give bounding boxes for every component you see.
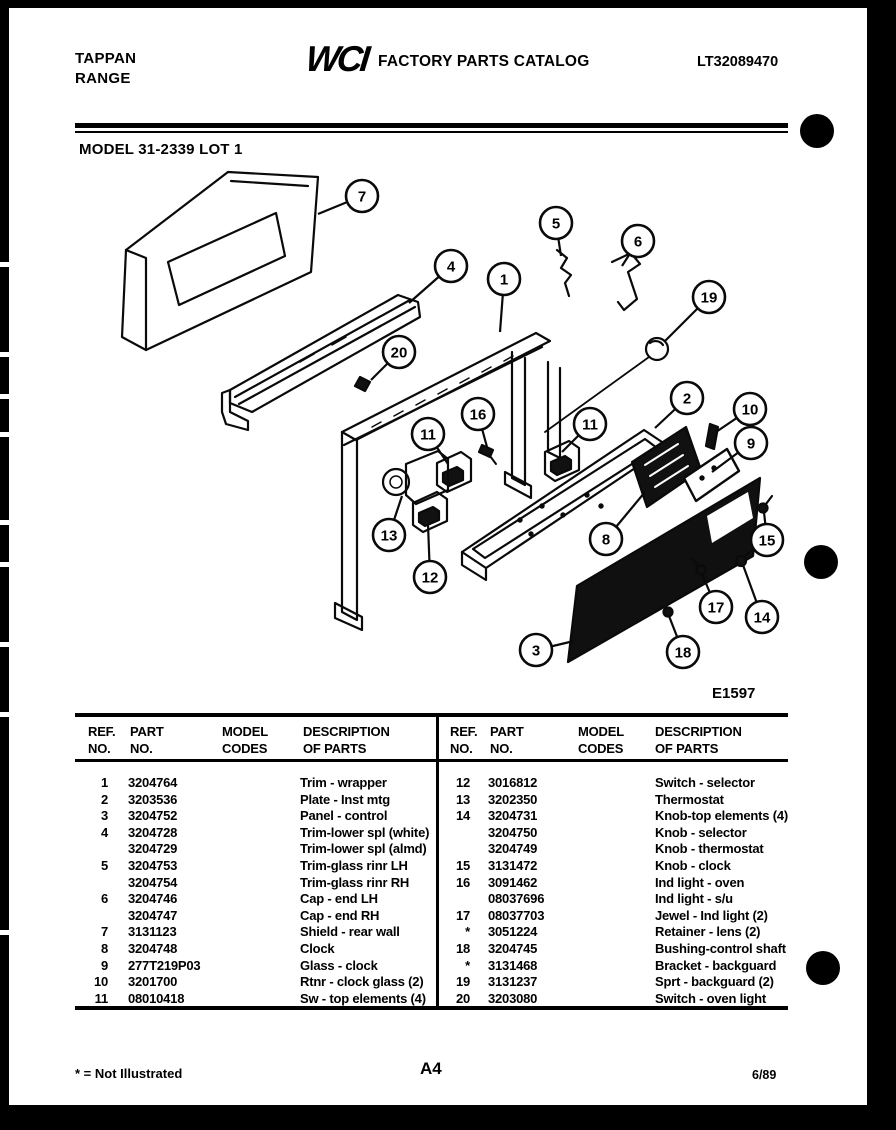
cell-ref: 1: [100, 775, 108, 790]
cell-ref: 16: [455, 874, 470, 890]
callout-1: [488, 263, 520, 332]
cell-desc: Sprt - backguard (2): [655, 974, 774, 990]
table-row: [446, 941, 788, 958]
table-row: [446, 891, 788, 908]
svg-text:9: 9: [746, 435, 756, 453]
cell-part: 3204750: [488, 824, 538, 840]
cell-part: 3204747: [128, 907, 178, 923]
table-row: [78, 841, 433, 858]
svg-text:14: 14: [753, 609, 771, 627]
cell-part: 3204729: [128, 841, 178, 857]
cell-ref: 7: [100, 924, 108, 940]
table-row: [446, 958, 788, 975]
col-header-model: MODEL CODES: [222, 724, 268, 756]
cell-part: 3131123: [128, 924, 177, 940]
scan-notch: [0, 352, 9, 357]
cell-part: 3131472: [488, 857, 538, 873]
table-row: [78, 908, 433, 925]
part-switch-11b: [545, 441, 579, 481]
table-row: [446, 792, 788, 809]
table-row: [446, 825, 788, 842]
punch-hole: [800, 114, 834, 148]
table-row: [78, 891, 433, 908]
model-number-line: MODEL 31-2339 LOT 1: [79, 141, 243, 158]
cell-ref: 6: [100, 891, 108, 907]
cell-part: 3051224: [488, 924, 538, 940]
callout-3: [520, 634, 574, 666]
col-header-part: PART NO.: [490, 724, 524, 756]
parts-table-right: [446, 713, 788, 1010]
table-row: [446, 924, 788, 941]
callout-17: [700, 574, 732, 623]
cell-ref: 3: [100, 808, 108, 824]
cell-desc: Switch - selector: [655, 775, 755, 790]
table-row: [78, 825, 433, 842]
callout-16: [462, 398, 494, 447]
svg-text:10: 10: [741, 401, 759, 419]
callout-13: [373, 496, 405, 551]
table-rows-left: [78, 775, 433, 1007]
col-header-part: PART NO.: [130, 724, 164, 756]
table-row: [78, 808, 433, 825]
table-row: [446, 808, 788, 825]
table-rows-right: [446, 775, 788, 1007]
cell-ref: 14: [455, 808, 470, 824]
cell-part: 3204745: [488, 940, 538, 956]
svg-text:19: 19: [700, 289, 718, 307]
part-screw-16: [479, 445, 496, 464]
cell-ref: *: [465, 924, 470, 940]
cell-ref: 15: [455, 857, 470, 873]
wci-logo: WCI: [303, 38, 370, 79]
svg-text:1: 1: [499, 271, 509, 289]
cell-desc: Ind light - oven: [655, 874, 745, 890]
svg-text:16: 16: [469, 406, 487, 424]
callout-18: [667, 616, 699, 668]
table-row: [78, 924, 433, 941]
col-header-ref: REF. NO.: [450, 724, 478, 756]
cell-part: 3201700: [128, 974, 178, 990]
svg-text:11: 11: [420, 426, 436, 444]
table-row: [446, 841, 788, 858]
cell-desc: Jewel - Ind light (2): [655, 907, 768, 923]
callout-2: [655, 382, 703, 428]
part-screw-20: [355, 377, 370, 391]
cell-desc: Clock: [300, 940, 335, 956]
table-row: [446, 858, 788, 875]
cell-ref: 5: [100, 857, 108, 873]
cell-part: 3204752: [128, 808, 178, 824]
cell-part: 3091462: [488, 874, 538, 890]
cell-desc: Sw - top elements (4): [300, 990, 426, 1006]
cell-desc: Trim-glass rinr LH: [300, 857, 408, 873]
scan-notch: [0, 712, 9, 717]
table-row: [446, 908, 788, 925]
callout-8: [590, 492, 645, 555]
table-row: [78, 991, 433, 1008]
document-number: LT32089470: [697, 54, 779, 70]
scan-notch: [0, 562, 9, 567]
col-header-ref: REF. NO.: [88, 724, 116, 756]
part-screw-18: [664, 608, 673, 617]
callout-20: [371, 336, 415, 380]
cell-ref: 19: [455, 974, 470, 990]
svg-text:18: 18: [674, 644, 692, 662]
svg-text:15: 15: [758, 532, 776, 550]
cell-part: 3202350: [488, 791, 538, 807]
cell-desc: Knob - thermostat: [655, 841, 764, 857]
cell-desc: Cap - end LH: [300, 891, 378, 907]
callout-14: [743, 565, 778, 633]
cell-ref: 9: [100, 957, 108, 973]
scan-notch: [0, 642, 9, 647]
part-thermostat-13: [383, 451, 448, 504]
brand-line2: RANGE: [75, 70, 131, 87]
cell-part: 3204749: [488, 841, 538, 857]
callout-19: [665, 281, 725, 341]
cell-desc: Retainer - lens (2): [655, 924, 761, 940]
cell-desc: Knob-top elements (4): [655, 808, 789, 824]
cell-ref: 12: [455, 775, 470, 790]
callout-7: [318, 180, 378, 214]
cell-desc: Ind light - s/u: [655, 891, 733, 907]
cell-desc: Bracket - backguard: [655, 957, 777, 973]
svg-text:2: 2: [682, 390, 692, 408]
punch-hole: [804, 545, 838, 579]
cell-part: 3131468: [488, 957, 538, 973]
cell-desc: Switch - oven light: [655, 990, 767, 1006]
callout-10: [716, 393, 766, 432]
part-panel-control: [568, 478, 760, 662]
table-column-divider: [436, 713, 439, 1010]
part-shield-rear-wall: [122, 172, 318, 350]
part-bracket-5: [557, 250, 571, 296]
cell-ref: 2: [100, 791, 108, 807]
table-row: [446, 775, 788, 792]
cell-part: 3204746: [128, 891, 178, 907]
table-row: [78, 858, 433, 875]
cell-ref: 10: [93, 974, 108, 990]
cell-part: 3204748: [128, 940, 178, 956]
scan-notch: [0, 262, 9, 267]
cell-desc: Plate - Inst mtg: [300, 791, 390, 807]
cell-desc: Cap - end RH: [300, 907, 380, 923]
svg-text:13: 13: [380, 527, 398, 545]
cell-desc: Trim - wrapper: [300, 775, 387, 790]
punch-hole: [806, 951, 840, 985]
cell-part: 08037703: [488, 907, 545, 923]
cell-part: 3204754: [128, 874, 178, 890]
part-switch-11a: [437, 452, 471, 492]
part-jewel-19: [545, 338, 668, 432]
table-row: [78, 875, 433, 892]
svg-text:12: 12: [421, 569, 439, 587]
page-code: A4: [420, 1059, 442, 1078]
cell-part: 08037696: [488, 891, 545, 907]
table-row: [446, 991, 788, 1008]
svg-text:11: 11: [582, 416, 598, 434]
cell-part: 3016812: [488, 775, 538, 790]
cell-desc: Trim-lower spl (white): [300, 824, 430, 840]
svg-text:17: 17: [707, 599, 725, 617]
cell-part: 3204731: [488, 808, 538, 824]
cell-desc: Panel - control: [300, 808, 388, 824]
cell-ref: 17: [455, 907, 470, 923]
svg-text:5: 5: [551, 215, 561, 233]
col-header-model: MODEL CODES: [578, 724, 624, 756]
parts-table-left: [78, 713, 433, 1010]
svg-text:7: 7: [357, 188, 367, 206]
cell-ref: 8: [100, 940, 108, 956]
cell-ref: 20: [455, 990, 470, 1006]
svg-text:8: 8: [601, 531, 611, 549]
scan-edge-top: [8, 0, 896, 8]
cell-part: 3203536: [128, 791, 178, 807]
scan-notch: [0, 520, 9, 525]
callout-9: [712, 427, 767, 472]
table-row: [78, 775, 433, 792]
cell-ref: 4: [100, 824, 108, 840]
scan-notch: [0, 930, 9, 935]
date-code: 6/89: [752, 1068, 777, 1082]
part-screw-15: [759, 496, 773, 513]
table-row: [78, 941, 433, 958]
cell-desc: Glass - clock: [300, 957, 378, 973]
cell-part: 3203080: [488, 990, 538, 1006]
table-row: [78, 958, 433, 975]
cell-part: 3204764: [128, 775, 178, 790]
callout-12: [414, 524, 446, 593]
scan-edge-right: [867, 0, 896, 1130]
cell-ref: 18: [455, 940, 470, 956]
cell-part: 3131237: [488, 974, 538, 990]
cell-ref: 13: [455, 791, 470, 807]
callout-11: [412, 418, 448, 464]
col-header-description: DESCRIPTION OF PARTS: [655, 724, 742, 756]
part-pin-10: [706, 424, 718, 449]
table-row: [446, 974, 788, 991]
table-row: [446, 875, 788, 892]
callout-4: [409, 250, 467, 303]
svg-text:4: 4: [446, 258, 456, 276]
cell-desc: Shield - rear wall: [300, 924, 400, 940]
svg-text:6: 6: [633, 233, 643, 251]
table-row: [78, 974, 433, 991]
brand-line1: TAPPAN: [75, 50, 137, 67]
cell-desc: Thermostat: [655, 791, 724, 807]
table-row: [78, 792, 433, 809]
cell-part: 3204753: [128, 857, 178, 873]
cell-desc: Rtnr - clock glass (2): [300, 974, 424, 990]
cell-ref: 11: [94, 990, 108, 1006]
cell-desc: Trim-lower spl (almd): [300, 841, 427, 857]
cell-part: 08010418: [128, 990, 185, 1006]
cell-part: 3204728: [128, 824, 178, 840]
catalog-title: FACTORY PARTS CATALOG: [378, 53, 590, 70]
figure-code: E1597: [712, 685, 756, 702]
svg-text:20: 20: [390, 344, 408, 362]
scan-notch: [0, 432, 9, 437]
svg-text:3: 3: [531, 642, 541, 660]
cell-desc: Knob - clock: [655, 857, 731, 873]
scan-edge-bottom: [0, 1105, 896, 1130]
cell-part: 277T219P03: [128, 957, 201, 973]
scan-notch: [0, 394, 9, 399]
cell-desc: Knob - selector: [655, 824, 747, 840]
cell-desc: Bushing-control shaft: [655, 940, 786, 956]
not-illustrated-note: * = Not Illustrated: [75, 1066, 183, 1081]
cell-ref: *: [465, 957, 470, 973]
cell-desc: Trim-glass rinr RH: [300, 874, 410, 890]
callout-5: [540, 207, 572, 256]
col-header-description: DESCRIPTION OF PARTS: [303, 724, 390, 756]
